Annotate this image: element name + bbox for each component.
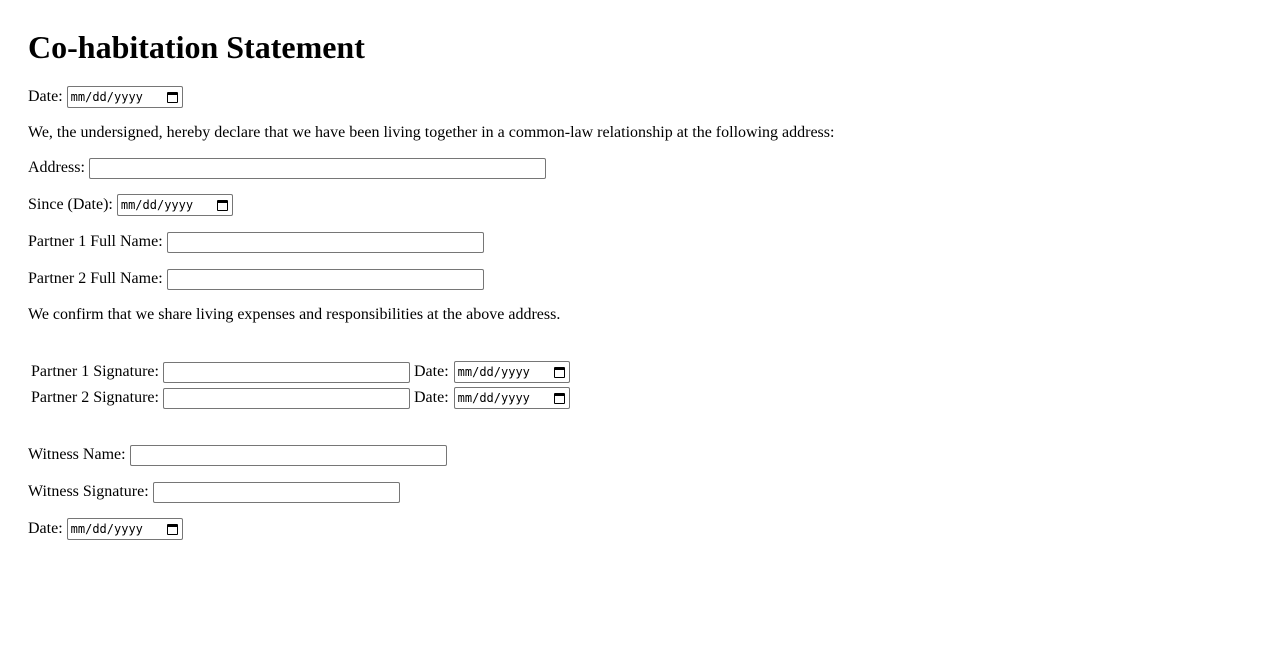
witness-signature-input[interactable] xyxy=(153,482,400,503)
partner2-name-label: Partner 2 Full Name: xyxy=(28,270,163,287)
calendar-icon[interactable] xyxy=(217,200,228,211)
partner1-name-input[interactable] xyxy=(167,232,484,253)
address-row xyxy=(28,156,546,180)
witness-date-placeholder: mm/dd/yyyy xyxy=(70,522,143,536)
date-label: Date: xyxy=(28,88,63,105)
signature-table xyxy=(31,359,570,411)
partner2-signature-date-input[interactable] xyxy=(454,387,570,409)
address-label: Address: xyxy=(28,159,85,176)
calendar-icon[interactable] xyxy=(554,393,565,404)
partner2-name-input[interactable] xyxy=(167,269,484,290)
partner2-signature-input[interactable] xyxy=(163,388,410,409)
witness-name-row xyxy=(28,443,447,467)
witness-name-label: Witness Name: xyxy=(28,446,126,463)
witness-date-input[interactable] xyxy=(67,518,183,540)
partner2-name-row xyxy=(28,267,484,291)
partner1-signature-input[interactable] xyxy=(163,362,410,383)
date-row xyxy=(28,85,183,109)
partner2-signature-label: Partner 2 Signature: xyxy=(31,389,159,406)
page-title: Co-habitation Statement xyxy=(28,29,365,65)
since-row xyxy=(28,193,233,217)
confirmation-text: We confirm that we share living expenses and responsibilities at the above address. xyxy=(28,306,561,323)
partner1-signature-row xyxy=(31,359,570,385)
witness-name-input[interactable] xyxy=(130,445,447,466)
partner2-signature-row xyxy=(31,385,570,411)
witness-signature-label: Witness Signature: xyxy=(28,483,149,500)
partner1-signature-label: Partner 1 Signature: xyxy=(31,363,159,380)
partner2-signature-date-placeholder: mm/dd/yyyy xyxy=(457,391,530,405)
date-input[interactable] xyxy=(67,86,183,108)
partner2-signature-date-label: Date: xyxy=(414,389,449,406)
partner1-signature-date-input[interactable] xyxy=(454,361,570,383)
calendar-icon[interactable] xyxy=(167,92,178,103)
since-date-placeholder: mm/dd/yyyy xyxy=(120,198,194,212)
partner1-signature-date-placeholder: mm/dd/yyyy xyxy=(457,365,530,379)
partner1-name-row xyxy=(28,230,484,254)
witness-date-label: Date: xyxy=(28,520,63,537)
declaration-text: We, the undersigned, hereby declare that we have been living together in a common-law relationship at the following address: xyxy=(28,124,835,141)
partner1-name-label: Partner 1 Full Name: xyxy=(28,233,163,250)
witness-signature-row xyxy=(28,480,400,504)
since-date-input[interactable] xyxy=(117,194,233,216)
witness-date-row xyxy=(28,517,183,541)
calendar-icon[interactable] xyxy=(554,367,565,378)
address-input[interactable] xyxy=(89,158,546,179)
calendar-icon[interactable] xyxy=(167,524,178,535)
since-label: Since (Date): xyxy=(28,196,113,213)
date-placeholder: mm/dd/yyyy xyxy=(70,90,143,104)
partner1-signature-date-label: Date: xyxy=(414,363,449,380)
